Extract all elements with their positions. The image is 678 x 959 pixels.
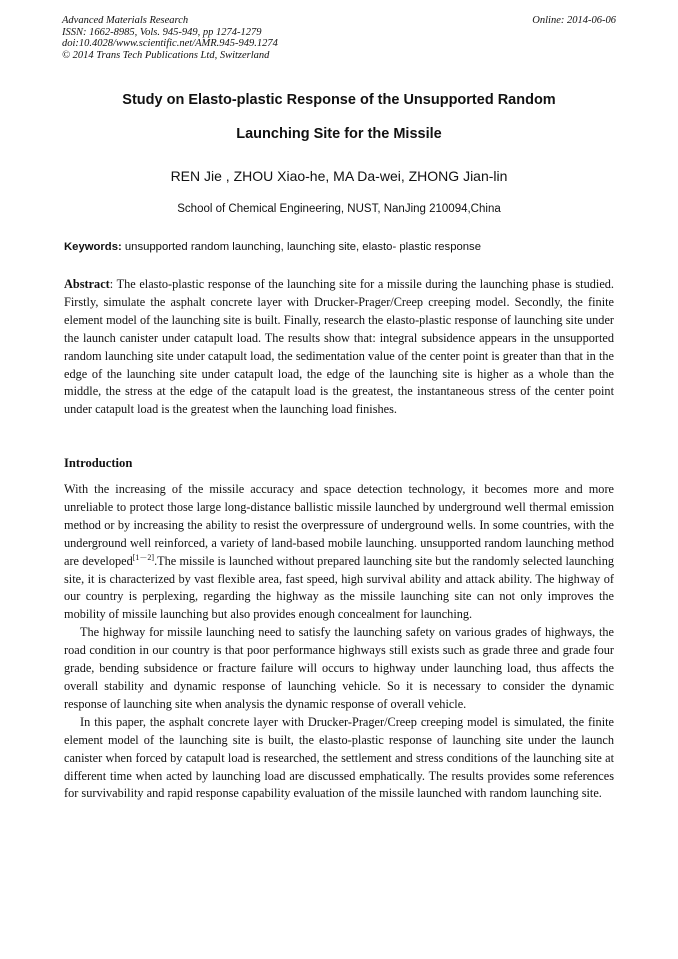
intro-paragraph-2: The highway for missile launching need to satisfy the launching safety on various grades of highways, the road condition in our country is that poor performance highways still exists such as grade three and grade four grade, bending subsidence or fracture failure will occurs to highway under launching load, thus affects the overall stability and dynamic response of launching vehicle. So it is necessary to consider the dynamic response of launching site when analysis the dynamic response of overall vehicle. (64, 625, 614, 711)
issn-line: ISSN: 1662-8985, Vols. 945-949, pp 1274-1279 (62, 26, 262, 38)
abstract-text: : The elasto-plastic response of the launching site for a missile during the launching phase is studied. Firstly, simulate the asphalt concrete layer with Drucker-Prager/Creep creeping model. Secondly, the finite element model of the launching site is built. Finally, research the elasto-plastic response of launching site under the launch canister under catapult load. The results show that: integral subsidence appears in the unsupported random launching site under catapult load, the sedimentation value of the center point is greater than that in the edge of the launching site under catapult load, the edge of the launching site is higher as a whole than the middle, the stress at the edge of the catapult load is the greatest, the instantaneous stress of the center point under catapult load is the greatest when the launching load finishes. (64, 277, 614, 417)
abstract-label: Abstract (64, 277, 110, 291)
journal-name: Advanced Materials Research (62, 15, 189, 26)
journal-header (62, 15, 278, 61)
title-line-2: Launching Site for the Missile (236, 126, 442, 142)
section-heading-introduction: Introduction (64, 456, 133, 470)
introduction-body (64, 481, 614, 803)
copyright-line: © 2014 Trans Tech Publications Ltd, Switzerland (62, 49, 270, 61)
citation-ref: [1－2] (132, 552, 155, 562)
intro-paragraph-1 (64, 481, 614, 624)
author-list: REN Jie , ZHOU Xiao-he, MA Da-wei, ZHONG Jian-lin (170, 168, 508, 184)
affiliation: School of Chemical Engineering, NUST, NanJing 210094,China (177, 203, 501, 215)
doi-line: doi:10.4028/www.scientific.net/AMR.945-949.1274 (62, 38, 278, 50)
intro-p1-text-b: .The missile is launched without prepared launching site but the randomly selected launching site, it is characterized by vast flexible area, fast speed, high survival ability and attack ability. The highway of our country is perplexing, regarding the highway as the missile launching site can not only improves the mobility of missile launching but also provides enough concealment for launching. (64, 553, 614, 622)
keywords-label: Keywords: (64, 241, 122, 253)
abstract (64, 276, 614, 419)
keywords (64, 241, 616, 253)
keywords-text: unsupported random launching, launching site, elasto- plastic response (121, 241, 481, 253)
intro-paragraph-3: In this paper, the asphalt concrete layer with Drucker-Prager/Creep creeping model is simulated, the finite element model of the launching site is built, the elasto-plastic response of launching site under the launch canister when forced by catapult load is researched, the settlement and stress conditions of the launching site at different time when acted by launching load are discussed emphatically. The results provides some references for survivability and rapid response capability evaluation of the missile launched with random launching site. (64, 714, 614, 801)
online-date: Online: 2014-06-06 (532, 15, 616, 26)
title-line-1: Study on Elasto-plastic Response of the Unsupported Random (122, 92, 556, 108)
intro-p1-text-a: With the increasing of the missile accuracy and space detection technology, it becomes more and more unreliable to protect those large long-distance ballistic missile launched by underground well thermal emission method or by increasing the ability to resist the overpressure of underground wells. In some countries, with the underground well reinforced, a variety of land-based mobile launching. unsupported random launching method are developed (64, 482, 614, 568)
